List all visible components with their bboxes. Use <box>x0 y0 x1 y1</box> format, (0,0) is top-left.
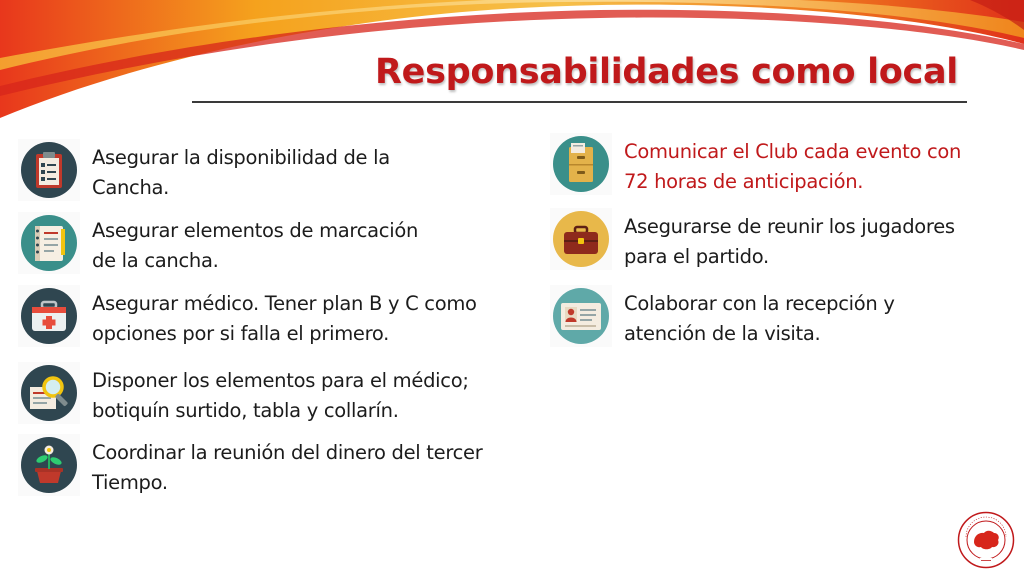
notebook-icon <box>18 212 80 274</box>
text-line: de la cancha. <box>92 249 219 272</box>
text-line: atención de la visita. <box>624 322 821 345</box>
title-underline <box>192 101 967 103</box>
right-item-jugadores <box>550 208 955 272</box>
clipboard-checklist-icon <box>18 139 80 201</box>
text-line: Cancha. <box>92 176 170 199</box>
left-item-text <box>92 289 477 349</box>
left-item-elementos <box>18 362 469 426</box>
left-item-tercer-tiempo <box>18 434 482 498</box>
text-line: Disponer los elementos para el médico; <box>92 369 469 392</box>
left-item-cancha <box>18 139 390 203</box>
left-item-text <box>92 216 418 276</box>
text-line: Asegurar la disponibilidad de la <box>92 146 390 169</box>
text-line: Tiempo. <box>92 471 168 494</box>
slide-title: Responsabilidades como local <box>374 52 958 92</box>
plant-pot-icon <box>18 434 80 496</box>
text-line: Coordinar la reunión del dinero del tercer <box>92 441 483 464</box>
text-line: Asegurarse de reunir los jugadores <box>624 215 955 238</box>
text-line: opciones por si falla el primero. <box>92 322 390 345</box>
right-item-text <box>624 212 955 272</box>
right-item-text <box>624 137 961 197</box>
magnifier-document-icon <box>18 362 80 424</box>
file-cabinet-icon <box>550 133 612 195</box>
briefcase-icon <box>550 208 612 270</box>
right-item-text <box>624 289 895 349</box>
id-card-icon <box>550 285 612 347</box>
left-item-marcacion <box>18 212 418 276</box>
left-item-text <box>92 143 390 203</box>
left-item-medico <box>18 285 477 349</box>
text-line: botiquín surtido, tabla y collarín. <box>92 399 399 422</box>
text-line: Colaborar con la recepción y <box>624 292 895 315</box>
text-line: 72 horas de anticipación. <box>624 170 864 193</box>
first-aid-kit-icon <box>18 285 80 347</box>
right-item-recepcion <box>550 285 895 349</box>
text-line: Asegurar médico. Tener plan B y C como <box>92 292 477 315</box>
club-logo <box>957 511 1015 569</box>
left-item-text <box>92 438 482 498</box>
text-line: para el partido. <box>624 245 769 268</box>
right-item-comunicar <box>550 133 961 197</box>
text-line: Asegurar elementos de marcación <box>92 219 419 242</box>
text-line: Comunicar el Club cada evento con <box>624 140 962 163</box>
left-item-text <box>92 366 469 426</box>
